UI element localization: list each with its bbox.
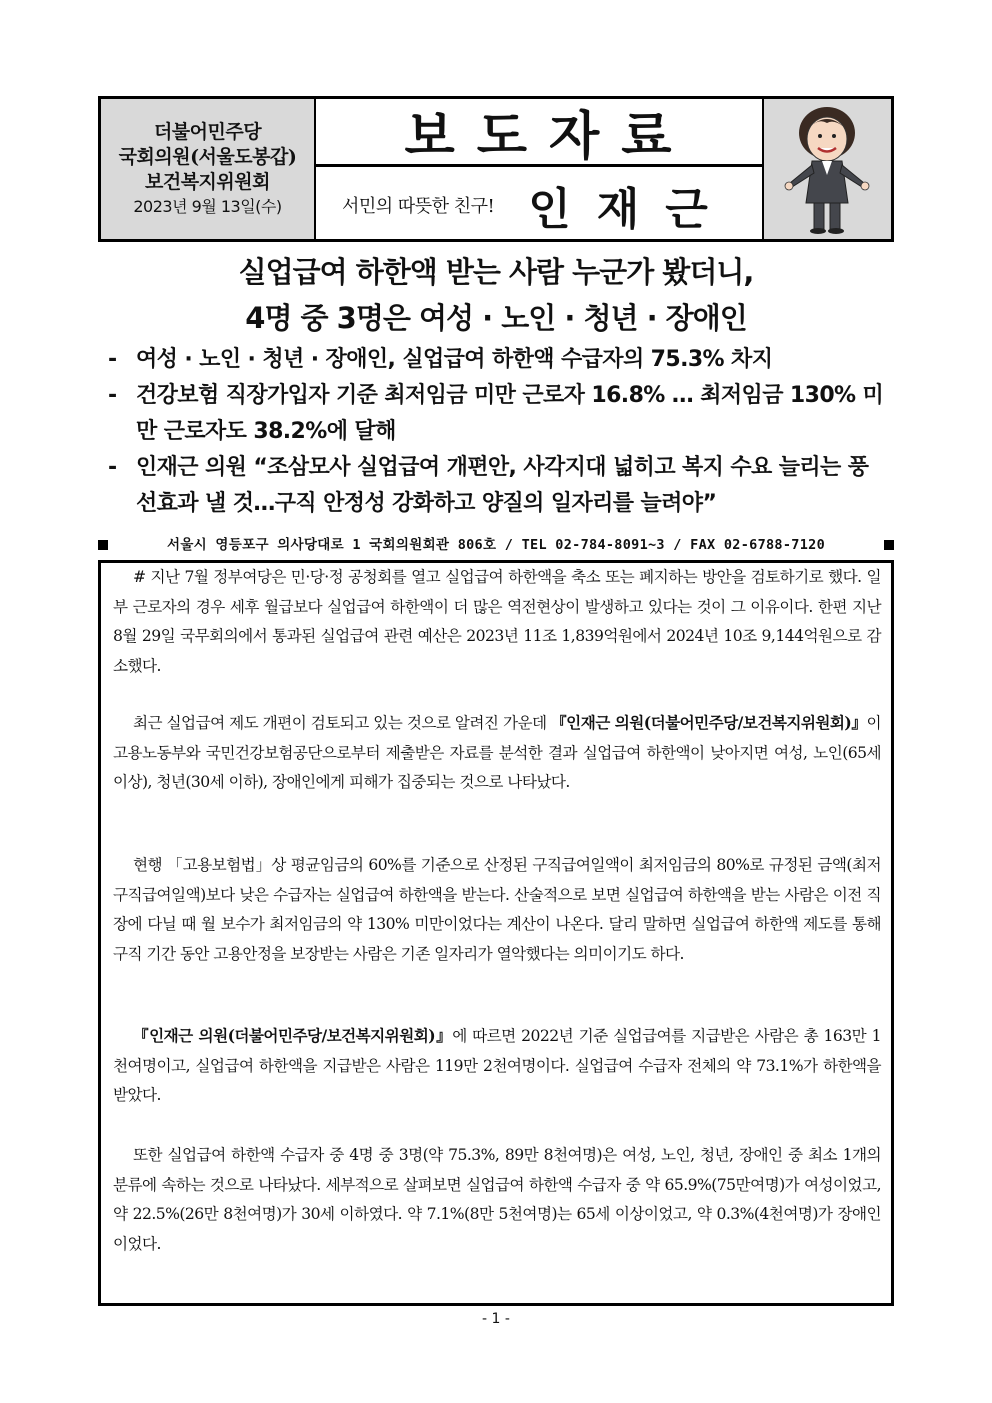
caricature-image	[772, 103, 882, 235]
subpoint-1	[108, 342, 888, 378]
subpoint-dash: -	[108, 383, 117, 408]
party-name: 더불어민주당	[153, 120, 262, 143]
slogan: 서민의 따뜻한 친구!	[342, 195, 495, 217]
square-bullet-icon	[98, 540, 108, 550]
square-bullet-icon	[884, 540, 894, 550]
headline-line-1: 실업급여 하한액 받는 사람 누군가 봤더니,	[238, 255, 754, 289]
caricature-panel	[762, 99, 891, 239]
paragraph-text: 최근 실업급여 제도 개편이 검토되고 있는 것으로 알려진 가운데	[133, 714, 552, 732]
contact-bar	[98, 535, 894, 555]
lawmaker-mention: 『인재근 의원(더불어민주당/보건복지위원회)』	[551, 713, 867, 732]
representative-row	[314, 170, 762, 239]
subpoint-text: 건강보험 직장가입자 기준 최저임금 미만 근로자 16.8% … 최저임금 130% 미만 근로자도 38.2%에 달해	[136, 383, 884, 444]
subpoint-text: 인재근 의원 “조삼모사 실업급여 개편안, 사각지대 넓히고 복지 수요 늘리는 풍선효과 낼 것…구직 안정성 강화하고 양질의 일자리를 늘려야”	[136, 455, 869, 516]
subpoint-dash: -	[108, 455, 117, 480]
paragraph-1: # 지난 7월 정부여당은 민·당·정 공청회를 열고 실업급여 하한액을 축소 또는 폐지하는 방안을 검토하기로 했다. 일부 근로자의 경우 세후 월급보다 실업급여 하한액이 더 많은 역전현상이 발생하고 있다는 것이 그 이유이다. 한편 지난 8월 29일 국무회의에서 통과된 실업급여 관련 예산은 2023년 11조 1,839억원에서 2024년 10조 9,144억원으로 감소했다.	[113, 568, 881, 675]
body-box	[98, 560, 894, 1306]
paragraph-2	[113, 708, 881, 798]
committee: 보건복지위원회	[145, 170, 270, 193]
subpoint-text: 여성 · 노인 · 청년 · 장애인, 실업급여 하한액 수급자의 75.3% 차지	[136, 347, 773, 372]
document-title: 보도자료	[314, 99, 762, 167]
title-area	[314, 99, 762, 239]
sender-info	[101, 99, 316, 239]
district: 국회의원(서울도봉갑)	[118, 145, 297, 168]
page-number: - 1 -	[482, 1311, 510, 1327]
headline-line-2: 4명 중 3명은 여성 · 노인 · 청년 · 장애인	[245, 301, 747, 335]
subpoint-3	[108, 450, 888, 522]
paragraph-5: 또한 실업급여 하한액 수급자 중 4명 중 3명(약 75.3%, 89만 8천여명)은 여성, 노인, 청년, 장애인 중 최소 1개의 분류에 속하는 것으로 나타났다. 세부적으로 살펴보면 실업급여 하한액 수급자 중 약 65.9%(75만여명)가 여성이었고, 약 22.5%(26만 8천여명)가 30세 이하였다. 약 7.1%(8만 5천여명)는 65세 이상이었고, 약 0.3%(4천여명)가 장애인이었다.	[113, 1146, 881, 1253]
subpoint-dash: -	[108, 347, 117, 372]
paragraph-4	[113, 1021, 881, 1111]
paragraph-3: 현행 「고용보험법」상 평균임금의 60%를 기준으로 산정된 구직급여일액이 최저임금의 80%로 규정된 금액(최저구직급여일액)보다 낮은 수급자는 실업급여 하한액을 받는다. 산술적으로 보면 실업급여 하한액을 받는 사람은 이전 직장에 다닐 때 월 보수가 최저임금의 약 130% 미만이었다는 계산이 나온다. 달리 말하면 실업급여 하한액 제도를 통해 구직 기간 동안 고용안정을 보장받는 사람은 기존 일자리가 열악했다는 의미이기도 하다.	[113, 856, 881, 963]
release-date: 2023년 9월 13일(수)	[133, 196, 282, 216]
press-release-header	[98, 96, 894, 242]
contact-info: 서울시 영등포구 의사당대로 1 국회의원회관 806호 / TEL 02-784-8091~3 / FAX 02-6788-7120	[166, 537, 825, 553]
paragraph-text: 에 따르면 2022년 기준 실업급여를 지급받은 사람은 총 163만 1천여명이고, 실업급여 하한액을 지급받은 사람은 119만 2천여명이다. 실업급여 수급자 전체의 약 73.1%가 하한액을 받았다.	[113, 1027, 881, 1104]
subpoint-2	[108, 378, 888, 450]
paragraph-text: 이 고용노동부와 국민건강보험공단으로부터 제출받은 자료를 분석한 결과 실업급여 하한액이 낮아지면 여성, 노인(65세 이상), 청년(30세 이하), 장애인에게 피해가 집중되는 것으로 나타났다.	[113, 714, 882, 791]
representative-name: 인재근	[528, 183, 734, 235]
lawmaker-mention: 『인재근 의원(더불어민주당/보건복지위원회)』	[133, 1026, 453, 1045]
